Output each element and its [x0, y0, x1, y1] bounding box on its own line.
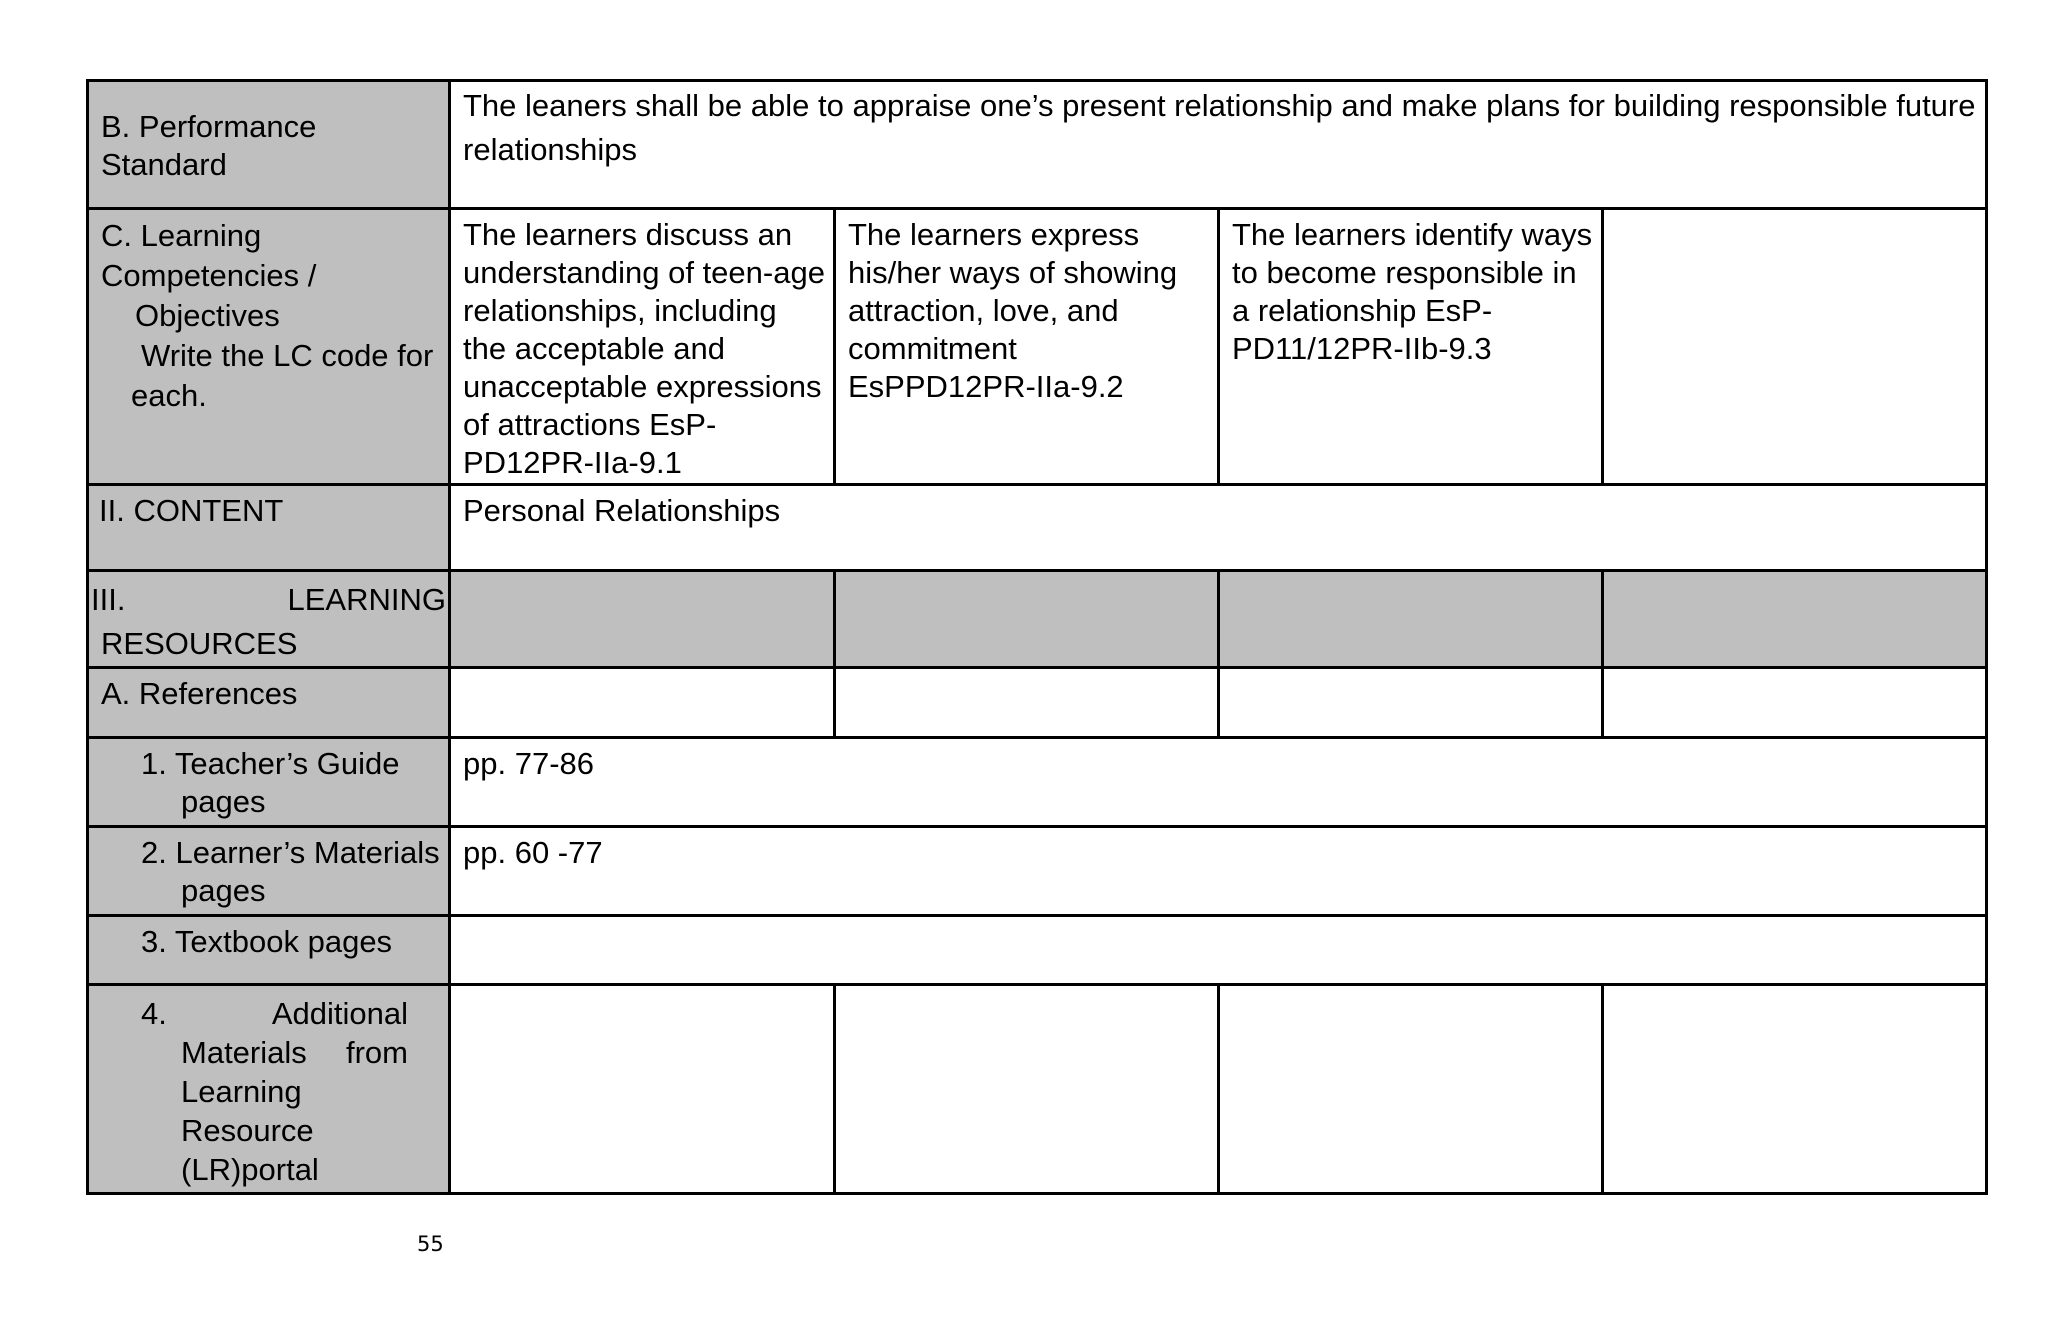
- references-cell-3: [1219, 668, 1603, 738]
- learning-resources-label: [88, 571, 450, 668]
- additional-materials-label-line4: Resource: [181, 1113, 314, 1148]
- content-text: Personal Relationships: [450, 485, 1987, 571]
- learning-resources-label-line2: RESOURCES: [101, 626, 298, 661]
- additional-materials-label-line2: Materials from: [181, 1035, 408, 1070]
- teachers-guide-label: [88, 738, 450, 827]
- learners-materials-pages: pp. 60 -77: [450, 827, 1987, 916]
- learning-resources-cell-1: [450, 571, 835, 668]
- performance-standard-row: [88, 81, 1987, 209]
- additional-materials-cell-4: [1603, 985, 1987, 1194]
- performance-standard-label-line1: B. Performance: [101, 109, 317, 144]
- textbook-row: [88, 916, 1987, 985]
- learners-materials-label-line1: 2. Learner’s Materials: [141, 835, 440, 870]
- performance-standard-text: The leaners shall be able to appraise one’s present relationship and make plans for building responsible future relationships: [450, 81, 1987, 209]
- learning-competencies-label-line4: Write the LC code for: [141, 338, 434, 373]
- learners-materials-label: [88, 827, 450, 916]
- competency-1: The learners discuss an understanding of teen-age relationships, including the acceptable and unacceptable expressions of attractions EsP-PD12PR-IIa-9.1: [450, 209, 835, 485]
- content-label: II. CONTENT: [88, 485, 450, 571]
- learning-competencies-label: [88, 209, 450, 485]
- competency-4: [1603, 209, 1987, 485]
- lesson-plan-table: [86, 79, 1988, 1195]
- additional-materials-label: [88, 985, 450, 1194]
- learning-resources-label-line1: III. LEARNING: [91, 582, 446, 617]
- additional-materials-row: [88, 985, 1987, 1194]
- learners-materials-label-line2: pages: [181, 873, 266, 908]
- references-label: A. References: [88, 668, 450, 738]
- teachers-guide-row: [88, 738, 1987, 827]
- learning-competencies-label-line3: Objectives: [135, 298, 280, 333]
- additional-materials-label-line5: (LR)portal: [181, 1152, 319, 1187]
- references-cell-2: [835, 668, 1219, 738]
- learning-competencies-row: [88, 209, 1987, 485]
- references-cell-1: [450, 668, 835, 738]
- additional-materials-cell-2: [835, 985, 1219, 1194]
- additional-materials-cell-3: [1219, 985, 1603, 1194]
- textbook-pages: [450, 916, 1987, 985]
- references-row: [88, 668, 1987, 738]
- performance-standard-label: [88, 81, 450, 209]
- teachers-guide-label-line1: 1. Teacher’s Guide: [141, 746, 400, 781]
- learning-competencies-label-line2: Competencies /: [101, 258, 317, 293]
- learning-competencies-label-line5: each.: [131, 378, 207, 413]
- learning-resources-cell-4: [1603, 571, 1987, 668]
- learning-resources-cell-3: [1219, 571, 1603, 668]
- textbook-label: 3. Textbook pages: [88, 916, 450, 985]
- teachers-guide-pages: pp. 77-86: [450, 738, 1987, 827]
- additional-materials-label-line3: Learning: [181, 1074, 302, 1109]
- learning-resources-row: [88, 571, 1987, 668]
- competency-2: The learners express his/her ways of showing attraction, love, and commitment EsPPD12PR-IIa-9.2: [835, 209, 1219, 485]
- content-row: [88, 485, 1987, 571]
- performance-standard-label-line2: Standard: [101, 147, 227, 182]
- learners-materials-row: [88, 827, 1987, 916]
- learning-competencies-label-line1: C. Learning: [101, 218, 262, 253]
- additional-materials-cell-1: [450, 985, 835, 1194]
- teachers-guide-label-line2: pages: [181, 784, 266, 819]
- competency-3: The learners identify ways to become responsible in a relationship EsP-PD11/12PR-IIb-9.3: [1219, 209, 1603, 485]
- additional-materials-label-line1: 4. Additional: [141, 996, 408, 1031]
- page-number: 55: [417, 1232, 444, 1256]
- learning-resources-cell-2: [835, 571, 1219, 668]
- references-cell-4: [1603, 668, 1987, 738]
